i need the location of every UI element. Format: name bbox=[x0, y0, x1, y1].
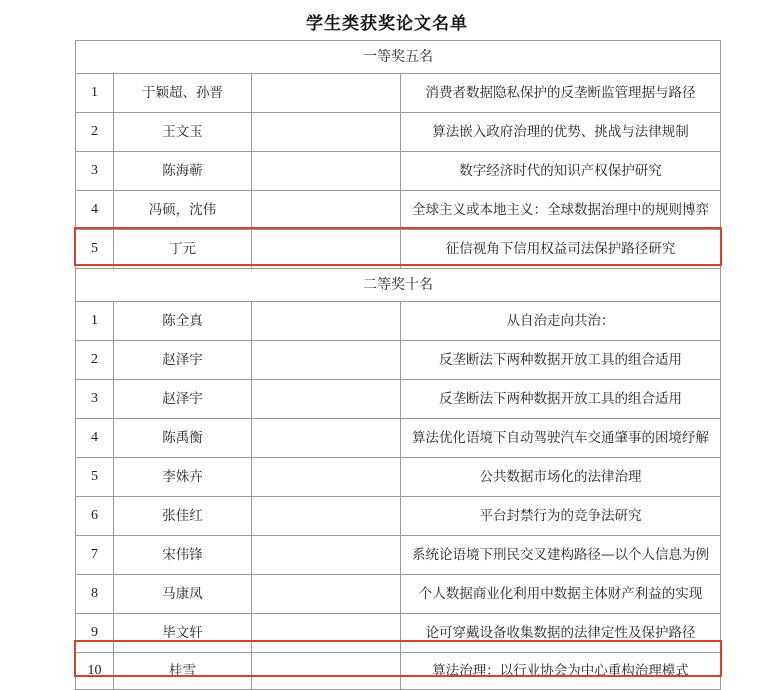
table-row bbox=[76, 653, 721, 690]
blank-cell bbox=[252, 74, 401, 113]
rank-number: 3 bbox=[76, 380, 114, 419]
table-row bbox=[76, 341, 721, 380]
section-header-first-prize bbox=[76, 41, 721, 74]
table-row bbox=[76, 230, 721, 269]
rank-number: 3 bbox=[76, 152, 114, 191]
table-row bbox=[76, 380, 721, 419]
author-name: 赵泽宇 bbox=[114, 341, 252, 380]
paper-title: 算法治理：以行业协会为中心重构治理模式 bbox=[401, 653, 721, 690]
blank-cell bbox=[252, 458, 401, 497]
rank-number: 4 bbox=[76, 419, 114, 458]
rank-number: 9 bbox=[76, 614, 114, 653]
table-row bbox=[76, 74, 721, 113]
rank-number: 10 bbox=[76, 653, 114, 690]
paper-title: 算法嵌入政府治理的优势、挑战与法律规制 bbox=[401, 113, 721, 152]
table-row bbox=[76, 614, 721, 653]
author-name: 宋伟锋 bbox=[114, 536, 252, 575]
blank-cell bbox=[252, 191, 401, 230]
blank-cell bbox=[252, 341, 401, 380]
blank-cell bbox=[252, 536, 401, 575]
blank-cell bbox=[252, 653, 401, 690]
paper-title: 公共数据市场化的法律治理 bbox=[401, 458, 721, 497]
author-name: 毕文轩 bbox=[114, 614, 252, 653]
section-label: 二等奖十名 bbox=[76, 269, 721, 302]
blank-cell bbox=[252, 302, 401, 341]
table-row bbox=[76, 497, 721, 536]
author-name: 陈全真 bbox=[114, 302, 252, 341]
blank-cell bbox=[252, 152, 401, 191]
blank-cell bbox=[252, 380, 401, 419]
page-title: 学生类获奖论文名单 bbox=[306, 14, 468, 34]
table-row bbox=[76, 152, 721, 191]
rank-number: 5 bbox=[76, 230, 114, 269]
author-name: 陈禹衡 bbox=[114, 419, 252, 458]
author-name: 张佳红 bbox=[114, 497, 252, 536]
author-name: 丁元 bbox=[114, 230, 252, 269]
paper-title: 个人数据商业化利用中数据主体财产利益的实现 bbox=[401, 575, 721, 614]
blank-cell bbox=[252, 497, 401, 536]
table-row bbox=[76, 536, 721, 575]
section-label: 一等奖五名 bbox=[76, 41, 721, 74]
rank-number: 2 bbox=[76, 113, 114, 152]
rank-number: 6 bbox=[76, 497, 114, 536]
table-row bbox=[76, 575, 721, 614]
paper-title: 论可穿戴设备收集数据的法律定性及保护路径 bbox=[401, 614, 721, 653]
paper-title: 全球主义或本地主义：全球数据治理中的规则博弈 bbox=[401, 191, 721, 230]
paper-title: 反垄断法下两种数据开放工具的组合适用 bbox=[401, 380, 721, 419]
blank-cell bbox=[252, 113, 401, 152]
paper-title: 征信视角下信用权益司法保护路径研究 bbox=[401, 230, 721, 269]
award-table bbox=[75, 40, 721, 690]
paper-title: 数字经济时代的知识产权保护研究 bbox=[401, 152, 721, 191]
paper-title: 系统论语境下刑民交叉建构路径—以个人信息为例 bbox=[401, 536, 721, 575]
table-row bbox=[76, 191, 721, 230]
blank-cell bbox=[252, 230, 401, 269]
table-row bbox=[76, 113, 721, 152]
section-header-second-prize bbox=[76, 269, 721, 302]
paper-title: 反垄断法下两种数据开放工具的组合适用 bbox=[401, 341, 721, 380]
table-row bbox=[76, 419, 721, 458]
blank-cell bbox=[252, 419, 401, 458]
author-name: 李姝卉 bbox=[114, 458, 252, 497]
author-name: 陈海蕲 bbox=[114, 152, 252, 191]
author-name: 于颖超、孙晋 bbox=[114, 74, 252, 113]
paper-title: 从自治走向共治： bbox=[401, 302, 721, 341]
rank-number: 8 bbox=[76, 575, 114, 614]
rank-number: 4 bbox=[76, 191, 114, 230]
blank-cell bbox=[252, 575, 401, 614]
paper-title: 平台封禁行为的竞争法研究 bbox=[401, 497, 721, 536]
author-name: 冯硕，沈伟 bbox=[114, 191, 252, 230]
author-name: 桂雪 bbox=[114, 653, 252, 690]
blank-cell bbox=[252, 614, 401, 653]
rank-number: 5 bbox=[76, 458, 114, 497]
rank-number: 1 bbox=[76, 74, 114, 113]
paper-title: 算法优化语境下自动驾驶汽车交通肇事的困境纾解 bbox=[401, 419, 721, 458]
author-name: 王文玉 bbox=[114, 113, 252, 152]
rank-number: 1 bbox=[76, 302, 114, 341]
paper-title: 消费者数据隐私保护的反垄断监管理据与路径 bbox=[401, 74, 721, 113]
author-name: 马康凤 bbox=[114, 575, 252, 614]
rank-number: 7 bbox=[76, 536, 114, 575]
table-row bbox=[76, 458, 721, 497]
rank-number: 2 bbox=[76, 341, 114, 380]
table-row bbox=[76, 302, 721, 341]
author-name: 赵泽宇 bbox=[114, 380, 252, 419]
